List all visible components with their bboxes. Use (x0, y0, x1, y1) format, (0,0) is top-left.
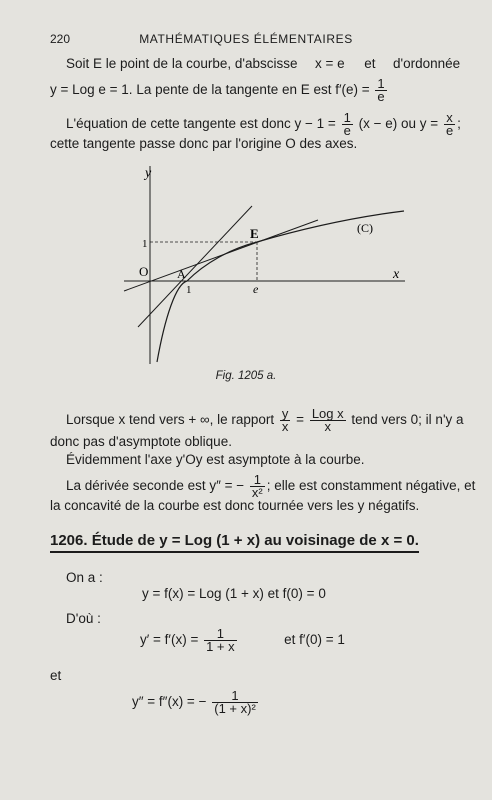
tick-label-x-1: 1 (186, 284, 192, 296)
text: ou (400, 116, 417, 132)
denominator: e (343, 123, 351, 138)
paragraph-4-line-1 (66, 474, 486, 499)
math: (x − e) (358, 116, 398, 132)
paragraph-3-line-3: Évidemment l'axe y'Oy est asymptote à la courbe. (66, 452, 365, 467)
equation-1: y = f(x) = Log (1 + x) et f(0) = 0 (142, 586, 326, 601)
label-d-ou: D'où : (66, 611, 101, 626)
paragraph-3-line-1 (66, 408, 486, 433)
figure-svg (120, 162, 420, 372)
denominator: e (445, 123, 454, 138)
fraction-x-over-e (444, 112, 455, 137)
math: y″ = f″(x) = − (132, 694, 207, 710)
paragraph-1-line-1 (66, 56, 486, 72)
paragraph-4-line-2: la concavité de la courbe est donc tournée vers les y négatifs. (50, 498, 420, 513)
tick-label-x-e: e (253, 282, 259, 296)
fraction-1-over-1-plus-x (204, 628, 237, 653)
fraction-1-over-x2 (250, 474, 265, 499)
denominator: x (324, 419, 331, 434)
x-axis-label: x (393, 267, 400, 282)
math: = (296, 412, 305, 428)
tick-label-y-1: 1 (142, 238, 148, 250)
tangent-at-a (138, 206, 252, 327)
point-e-label: E (250, 226, 259, 241)
numerator: Log x (311, 406, 344, 421)
text: et (364, 56, 376, 71)
denominator: x² (251, 485, 263, 500)
text: Soit E le point de la courbe, d'abscisse (66, 56, 298, 71)
numerator: y (281, 406, 289, 421)
math-y-log-e: y = Log e = 1. (50, 82, 133, 98)
paragraph-2-line-1 (66, 112, 486, 137)
fraction-1-over-1-plus-x-squared (212, 690, 258, 715)
denominator: 1 + x (206, 639, 235, 654)
math: y = (419, 116, 439, 132)
running-title: MATHÉMATIQUES ÉLÉMENTAIRES (139, 32, 353, 46)
numerator: 1 (212, 690, 258, 703)
equation-3 (132, 690, 260, 715)
numerator: 1 (377, 76, 385, 91)
numerator: x (444, 112, 455, 125)
denominator: e (377, 89, 385, 104)
text: tend vers 0; il n'y a (351, 412, 464, 428)
paragraph-3-line-2: donc pas d'asymptote oblique. (50, 434, 232, 449)
figure-caption: Fig. 1205 a. (215, 370, 277, 382)
math: y′ = f′(x) = (140, 632, 199, 648)
text: d'ordonnée (392, 56, 461, 71)
math: y − 1 = (294, 116, 336, 132)
text: ; (457, 116, 461, 132)
label-on-a: On a : (66, 570, 103, 585)
origin-label: O (139, 264, 149, 279)
denominator: x (281, 419, 289, 434)
denominator: (1 + x)² (214, 701, 256, 716)
page-number: 220 (50, 32, 71, 46)
label-et: et (50, 668, 62, 683)
paragraph-2-line-2: cette tangente passe donc par l'origine O des axes. (50, 136, 358, 151)
fraction-1-over-e (342, 112, 353, 137)
math: et f′(0) = 1 (284, 632, 345, 648)
paragraph-1-line-2 (50, 78, 470, 103)
math-x-eq-e: x = e (315, 56, 345, 71)
text: ; elle est constamment négative, et (266, 478, 476, 494)
fraction-1-over-e (375, 78, 386, 103)
y-axis-label: y (145, 166, 152, 181)
curve-label: (C) (357, 221, 373, 235)
text: La pente de la tangente en E est f′(e) = (136, 82, 370, 98)
text: L'équation de cette tangente est donc (66, 116, 291, 132)
fraction-logx-over-x (310, 408, 346, 433)
point-a-label: A (177, 267, 186, 281)
numerator: 1 (204, 628, 237, 641)
equation-2 (140, 628, 345, 653)
section-1206-heading: 1206. Étude de y = Log (1 + x) au voisinage de x = 0. (50, 532, 419, 553)
text: La dérivée seconde est y″ = − (66, 478, 245, 494)
figure-1205a (120, 162, 420, 372)
fraction-y-over-x (280, 408, 291, 433)
numerator: 1 (343, 110, 351, 125)
text: Lorsque x tend vers + ∞, le rapport (66, 412, 275, 428)
numerator: 1 (250, 474, 265, 487)
